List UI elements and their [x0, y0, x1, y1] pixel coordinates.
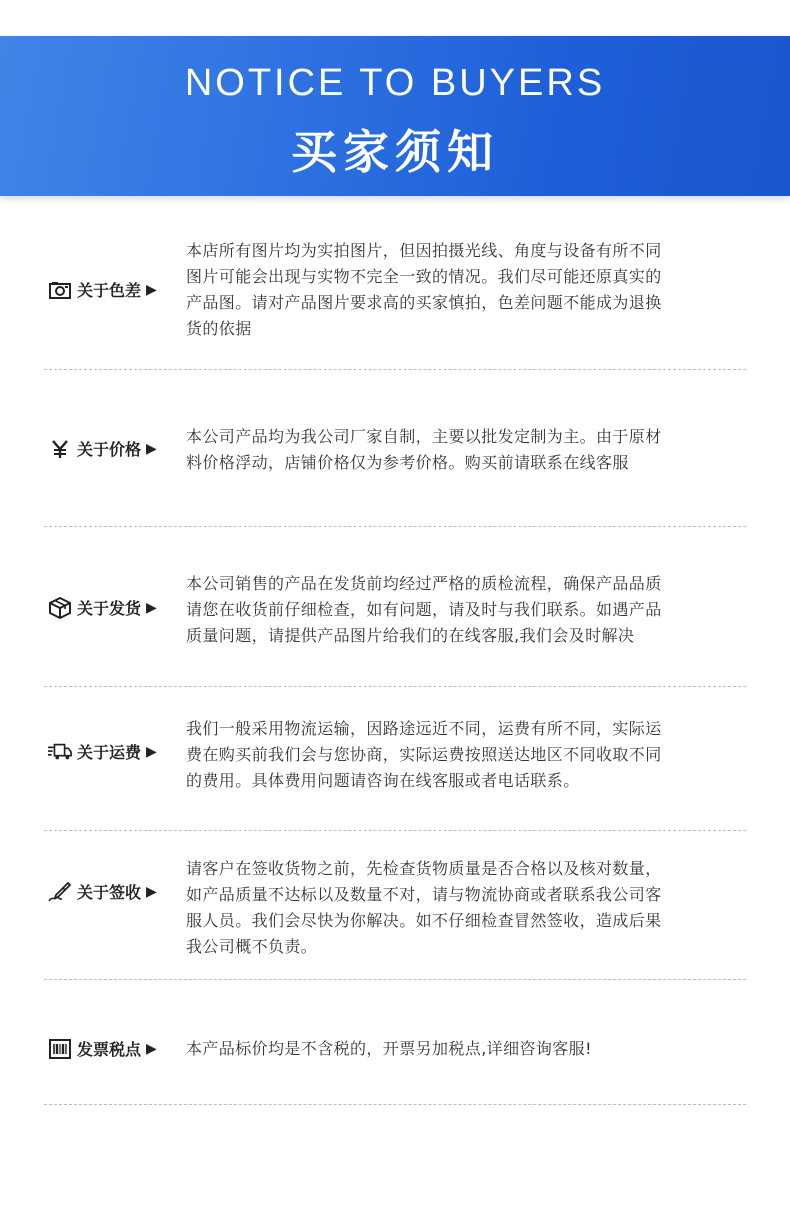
- section-text-price: [186, 424, 748, 476]
- invoice-icon: [48, 1038, 72, 1060]
- section-text-invoice-tax: [186, 1036, 748, 1062]
- package-icon: [48, 597, 72, 619]
- text-line: 的费用。具体费用问题请咨询在线客服或者电话联系。: [186, 771, 580, 790]
- text-line: 图片可能会出现与实物不完全一致的情况。我们尽可能还原真实的: [186, 267, 662, 286]
- text-line: 本店所有图片均为实拍图片，但因拍摄光线、角度与设备有所不同: [186, 241, 662, 260]
- text-line: 服人员。我们会尽快为你解决。如不仔细检查冒然签收，造成后果: [186, 911, 662, 930]
- text-line: 料价格浮动，店铺价格仅为参考价格。购买前请联系在线客服: [186, 453, 629, 472]
- section-label-text: 关于发货: [77, 599, 142, 618]
- arrow-right-icon: ▶: [146, 883, 157, 900]
- arrow-right-icon: ▶: [146, 440, 157, 457]
- section-divider: [44, 830, 746, 831]
- page-title-cn: 买家须知: [291, 125, 499, 179]
- yen-icon: [48, 438, 72, 460]
- section-divider: [44, 686, 746, 687]
- section-label-text: 发票税点: [77, 1040, 142, 1059]
- text-line: 我们一般采用物流运输，因路途远近不同，运费有所不同，实际运: [186, 719, 662, 738]
- camera-icon: [48, 279, 72, 301]
- section-label-invoice-tax: [48, 1037, 157, 1060]
- text-line: 请客户在签收货物之前，先检查货物质量是否合格以及核对数量，: [186, 859, 662, 878]
- arrow-right-icon: ▶: [146, 599, 157, 616]
- section-text-color-difference: [186, 238, 748, 342]
- delivery-truck-icon: [48, 741, 72, 763]
- section-label-sign-for-delivery: [48, 880, 157, 903]
- section-label-freight: [48, 740, 157, 763]
- section-text-shipping: [186, 571, 748, 649]
- section-divider: [44, 979, 746, 980]
- section-label-color-difference: [48, 278, 157, 301]
- text-line: 费在购买前我们会与您协商，实际运费按照送达地区不同收取不同: [186, 745, 662, 764]
- text-line: 质量问题，请提供产品图片给我们的在线客服,我们会及时解决: [186, 626, 635, 645]
- section-divider: [44, 369, 746, 370]
- text-line: 货的依据: [186, 319, 252, 338]
- text-line: 如产品质量不达标以及数量不对，请与物流协商或者联系我公司客: [186, 885, 662, 904]
- text-line: 本公司销售的产品在发货前均经过严格的质检流程，确保产品品质: [186, 574, 662, 593]
- section-label-text: 关于运费: [77, 743, 142, 762]
- arrow-right-icon: ▶: [146, 743, 157, 760]
- section-divider: [44, 1104, 746, 1105]
- text-line: 我公司概不负责。: [186, 937, 318, 956]
- section-label-price: [48, 437, 157, 460]
- section-label-text: 关于色差: [77, 281, 142, 300]
- signature-pen-icon: [48, 881, 72, 903]
- arrow-right-icon: ▶: [146, 1040, 157, 1057]
- section-label-text: 关于签收: [77, 883, 142, 902]
- page-title-en: NOTICE TO BUYERS: [184, 62, 606, 104]
- text-line: 产品图。请对产品图片要求高的买家慎拍，色差问题不能成为退换: [186, 293, 662, 312]
- text-line: 请您在收货前仔细检查，如有问题，请及时与我们联系。如遇产品: [186, 600, 662, 619]
- text-line: 本公司产品均为我公司厂家自制，主要以批发定制为主。由于原材: [186, 427, 662, 446]
- section-label-shipping: [48, 596, 157, 619]
- section-divider: [44, 526, 746, 527]
- header-banner: [0, 36, 790, 196]
- arrow-right-icon: ▶: [146, 281, 157, 298]
- section-text-freight: [186, 716, 748, 794]
- section-label-text: 关于价格: [77, 440, 142, 459]
- section-text-sign-for-delivery: [186, 856, 748, 960]
- text-line: 本产品标价均是不含税的，开票另加税点,详细咨询客服!: [186, 1039, 592, 1058]
